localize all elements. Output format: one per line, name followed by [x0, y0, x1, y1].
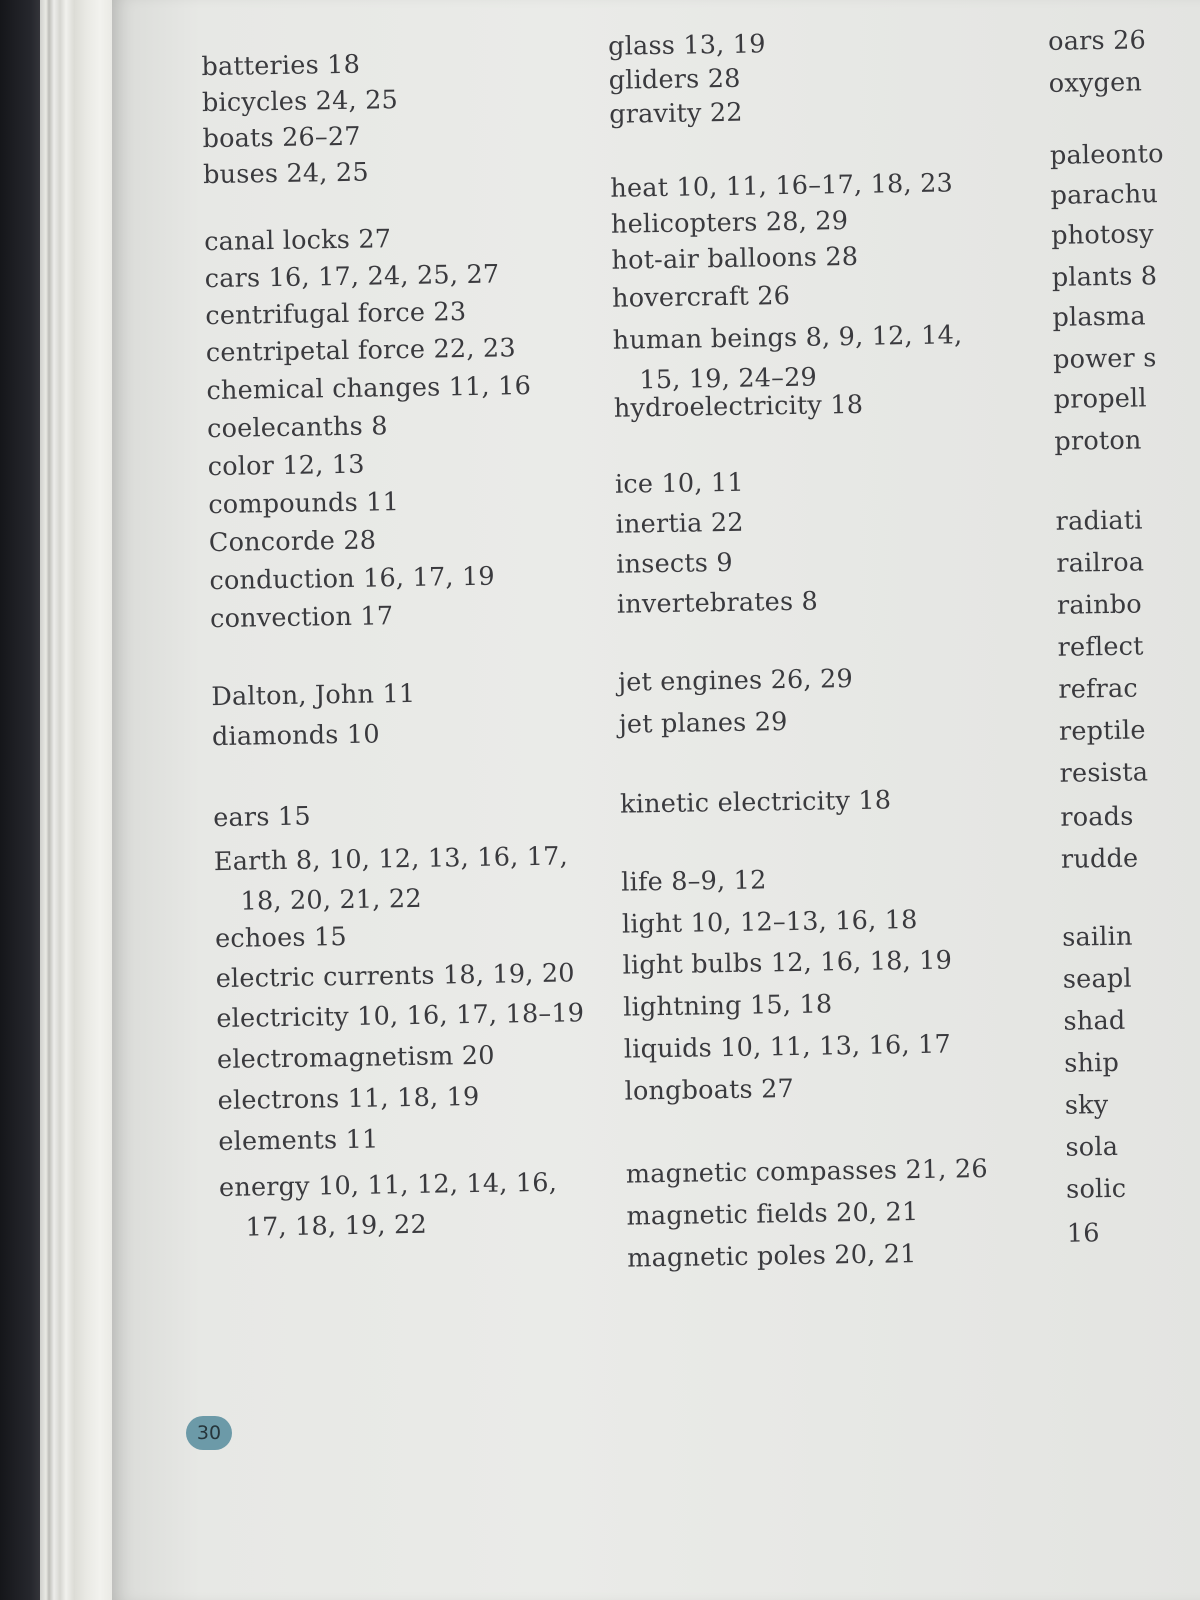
- index-entry-term: reflect: [1057, 631, 1144, 663]
- index-entry: [611, 242, 858, 276]
- index-entry-term: photosy: [1050, 219, 1155, 251]
- index-entry: [1056, 547, 1144, 578]
- index-entry: [1054, 425, 1142, 456]
- index-entry-term: longboats 27: [624, 1073, 795, 1107]
- index-entry: [1066, 1174, 1126, 1205]
- index-entry-term: gliders 28: [608, 63, 741, 96]
- index-entry: [210, 601, 394, 634]
- index-entry-continuation: 17, 18, 19, 22: [245, 1209, 428, 1243]
- index-entry: [216, 958, 575, 994]
- index-entry: [608, 64, 740, 96]
- index-entry: [204, 224, 392, 257]
- index-entry-term: Concorde 28: [208, 525, 377, 559]
- index-entry-term: heat 10, 11, 16–17, 18, 23: [610, 168, 954, 204]
- index-entry-term: electricity 10, 16, 17, 18–19: [216, 998, 585, 1035]
- index-entry-term: compounds 11: [208, 487, 400, 521]
- index-entry-term: magnetic poles 20, 21: [626, 1239, 917, 1274]
- index-entry-term: electromagnetism 20: [216, 1040, 495, 1076]
- index-entry-term: oars 26: [1047, 25, 1147, 57]
- index-entry-term: magnetic fields 20, 21: [626, 1197, 919, 1232]
- index-entry: [1059, 757, 1148, 788]
- index-entry: [207, 411, 388, 444]
- index-entry-term: glass 13, 19: [607, 29, 766, 62]
- index-entry: [217, 1082, 479, 1116]
- index-entry-term: plants 8: [1051, 261, 1158, 293]
- index-entry: [219, 1163, 558, 1248]
- index-entry-term: energy 10, 11, 12, 14, 16,: [218, 1167, 558, 1204]
- index-entry-term: bicycles 24, 25: [201, 85, 399, 119]
- index-entry-term: color 12, 13: [207, 449, 365, 483]
- index-entry: [1052, 261, 1158, 293]
- index-entry-term: elements 11: [218, 1124, 379, 1158]
- index-entry-term: ship: [1063, 1047, 1120, 1079]
- index-entry: [1057, 631, 1143, 662]
- index-entry: [616, 548, 733, 580]
- index-entry: [1051, 219, 1154, 251]
- index-entry-term: diamonds 10: [211, 719, 380, 753]
- index-entry-term: invertebrates 8: [616, 586, 819, 620]
- index-entry-term: proton: [1054, 425, 1142, 457]
- index-entry-term: gravity 22: [609, 97, 743, 130]
- index-entry-term: liquids 10, 11, 13, 16, 17: [623, 1029, 952, 1065]
- index-entry-term: coelecanths 8: [206, 411, 388, 445]
- index-entry: [622, 905, 918, 940]
- index-entry-term: sky: [1064, 1090, 1109, 1121]
- index-entry-term: power s: [1052, 343, 1157, 375]
- index-entry: [624, 1030, 951, 1065]
- index-entry: [617, 587, 819, 620]
- index-entry-term: sailin: [1061, 921, 1133, 953]
- index-entry-term: ice 10, 11: [614, 467, 745, 500]
- index-entry-term: human beings 8, 9, 12, 14,: [612, 320, 963, 356]
- index-entry: [212, 719, 380, 752]
- index-entry: [215, 922, 347, 954]
- index-entry-term: helicopters 28, 29: [610, 206, 849, 240]
- index-entry: [208, 487, 399, 520]
- index-entry-term: conduction 16, 17, 19: [209, 561, 496, 597]
- index-entry-term: canal locks 27: [203, 224, 392, 258]
- index-entry-term: buses 24, 25: [202, 157, 369, 191]
- index-entry-term: sola: [1065, 1131, 1119, 1163]
- index-entry-term: propell: [1053, 383, 1147, 415]
- index-entry: [1057, 589, 1142, 620]
- index-entry: [615, 468, 744, 500]
- index-entry-term: echoes 15: [214, 921, 348, 955]
- index-entry: [216, 998, 584, 1034]
- index-entry-term: batteries 18: [201, 49, 361, 83]
- index-entry-term: light 10, 12–13, 16, 18: [621, 905, 918, 940]
- index-entry-term: chemical changes 11, 16: [206, 371, 532, 407]
- index-entry: [1067, 1218, 1100, 1249]
- index-entry: [209, 525, 377, 558]
- index-entry: [1058, 674, 1138, 705]
- index-entry-term: convection 17: [209, 601, 394, 635]
- index-entry: [621, 865, 767, 897]
- index-entry-term: centrifugal force 23: [205, 297, 467, 332]
- index-entry: [615, 508, 743, 540]
- index-entry: [1061, 844, 1139, 875]
- index-entry: [1065, 1132, 1118, 1163]
- index-entry: [612, 315, 963, 400]
- index-entry: [1062, 922, 1133, 953]
- index-entry-term: lightning 15, 18: [623, 989, 833, 1023]
- index-entry: [611, 206, 849, 240]
- index-entry: [1050, 139, 1164, 171]
- index-entry-term: reptile: [1058, 715, 1146, 747]
- index-entry-continuation: 18, 20, 21, 22: [240, 883, 423, 917]
- index-entry: [1060, 802, 1134, 833]
- index-entry: [626, 1197, 918, 1232]
- index-entry-term: rudde: [1060, 843, 1139, 875]
- index-entry: [614, 390, 864, 424]
- index-entry-term: plasma: [1052, 301, 1147, 333]
- index-entry-term: solic: [1065, 1173, 1127, 1205]
- index-entry: [610, 168, 953, 203]
- index-entry-term: paleonto: [1049, 139, 1164, 171]
- index-entry-term: parachu: [1050, 179, 1159, 211]
- index-entry-term: jet planes 29: [618, 707, 788, 740]
- index-entry: [202, 85, 398, 118]
- index-entry-term: electric currents 18, 19, 20: [215, 958, 575, 995]
- index-entry-term: 16: [1066, 1218, 1100, 1249]
- index-entry: [1063, 964, 1132, 995]
- index-entry: [624, 1074, 794, 1107]
- index-entry-term: resista: [1059, 757, 1149, 789]
- index-entry-term: rainbo: [1056, 589, 1143, 621]
- index-entry: [623, 989, 832, 1022]
- index-entry: [202, 122, 361, 154]
- index-entry: [214, 837, 569, 923]
- index-entry-term: insects 9: [616, 547, 734, 580]
- index-entry: [627, 1239, 917, 1274]
- index-entry: [619, 707, 788, 740]
- index-entry: [620, 785, 892, 819]
- index-entry-term: Dalton, John 11: [211, 678, 416, 713]
- index-entry-term: railroa: [1056, 547, 1145, 579]
- index-entry: [218, 1125, 379, 1158]
- index-entry: [1050, 179, 1158, 211]
- index-entry: [205, 260, 500, 295]
- index-entry: [1052, 301, 1146, 332]
- index-entry-term: centripetal force 22, 23: [205, 333, 517, 369]
- index-entry-term: cars 16, 17, 24, 25, 27: [204, 259, 500, 295]
- index-entry: [217, 1041, 495, 1075]
- index-entry: [1049, 67, 1143, 98]
- index-entry: [1064, 1048, 1119, 1079]
- index-entry: [1065, 1090, 1109, 1121]
- page-number-badge: 30: [186, 1416, 232, 1450]
- index-entry: [206, 333, 516, 368]
- index-entry-term: light bulbs 12, 16, 18, 19: [622, 945, 953, 981]
- index-entry-term: radiati: [1055, 505, 1143, 537]
- index-entry: [1054, 383, 1147, 414]
- index-entry: [626, 1154, 988, 1190]
- index-entry-term: inertia 22: [615, 507, 744, 540]
- index-entry-term: seapl: [1062, 963, 1132, 995]
- index-entry: [206, 371, 531, 406]
- index-entry: [618, 664, 853, 698]
- index-entry-term: roads: [1060, 801, 1134, 833]
- index-entry: [205, 297, 466, 331]
- index-entry-term: jet engines 26, 29: [617, 664, 854, 698]
- index-entry-term: oxygen: [1048, 67, 1143, 99]
- index-entry-term: boats 26–27: [202, 121, 361, 155]
- index-entry-term: kinetic electricity 18: [619, 785, 892, 820]
- index-entry: [609, 98, 743, 130]
- index-entry: [1053, 343, 1157, 375]
- index-entry-term: refrac: [1058, 673, 1139, 705]
- index-entry: [612, 281, 790, 314]
- index-entry: [203, 158, 369, 191]
- index-entry-term: ears 15: [213, 801, 311, 834]
- index-entry-term: shad: [1063, 1005, 1126, 1037]
- index-entry: [1059, 715, 1146, 746]
- index-entry-continuation: 15, 19, 24–29: [639, 362, 818, 396]
- index-entry: [207, 450, 364, 482]
- index-entry-term: hydroelectricity 18: [613, 389, 864, 424]
- index-entry: [211, 679, 415, 712]
- index-entry: [213, 802, 311, 834]
- index-entry-term: magnetic compasses 21, 26: [625, 1153, 989, 1190]
- index-entry: [622, 945, 952, 980]
- index-entry-term: electrons 11, 18, 19: [217, 1081, 480, 1117]
- index-entry: [1055, 505, 1142, 536]
- index-entry-term: hovercraft 26: [611, 280, 791, 314]
- index-entry: [1048, 25, 1146, 57]
- index-entry: [1063, 1006, 1125, 1037]
- index-entry: [201, 50, 360, 82]
- index-entry-term: hot-air balloons 28: [611, 241, 859, 276]
- index-entry-term: Earth 8, 10, 12, 13, 16, 17,: [213, 841, 569, 878]
- index-entry-term: life 8–9, 12: [621, 865, 767, 898]
- index-entry: [209, 562, 495, 596]
- index-entry: [608, 29, 766, 61]
